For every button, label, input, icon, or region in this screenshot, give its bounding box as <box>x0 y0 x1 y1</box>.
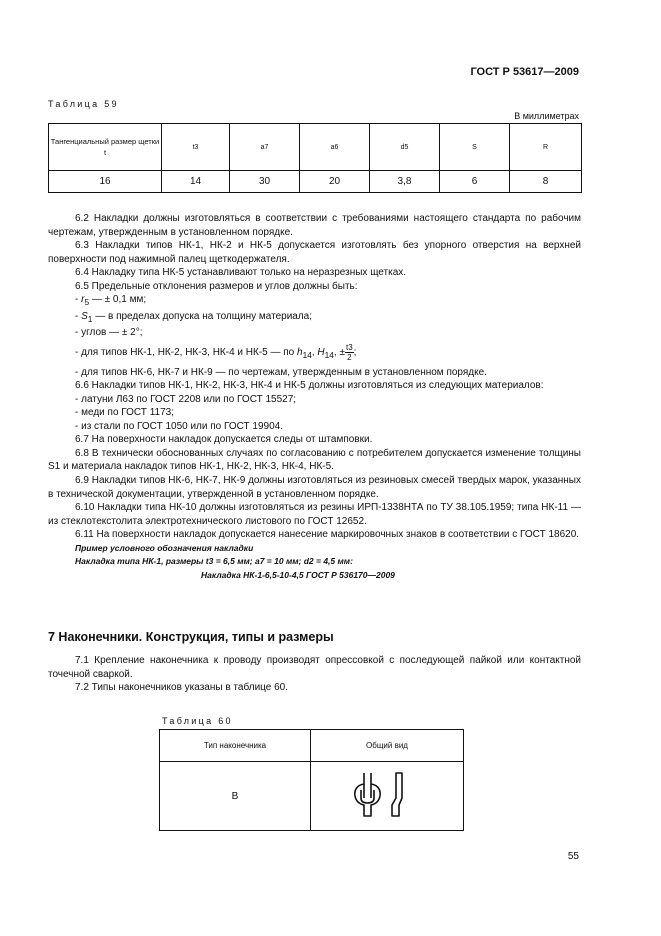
lug-drawing-icon <box>347 770 427 820</box>
example-line-1: Накладка типа НК-1, размеры t3 = 6,5 мм; a7 = 10 мм; d2 = 4,5 мм: <box>75 556 353 567</box>
table60 <box>159 729 464 831</box>
table-row <box>160 762 464 831</box>
list-text: - для типов НК-1, НК-2, НК-3, НК-4 и НК-5 — по <box>75 347 298 359</box>
table59-header-size: Тангенциальный размер щетки t <box>49 124 162 171</box>
list-item-types-rubber: - для типов НК-6, НК-7 и НК-9 — по чертежам, утвержденным в установленном порядке. <box>75 366 487 378</box>
list-text: — в пределах допуска на толщину материала; <box>92 310 313 322</box>
section7-title: 7 Наконечники. Конструкция, типы и размеры <box>48 630 334 644</box>
example-title: Пример условного обозначения накладки <box>75 542 254 553</box>
paragraph-6-4: 6.4 Накладку типа НК-5 устанавливают только на неразрезных щетках. <box>75 267 407 279</box>
example-line-2: Накладка НК-1-6,5-10-4,5 ГОСТ Р 536170—2009 <box>201 569 395 580</box>
paragraph-6-8: 6.8 В технически обоснованных случаях по согласованию с потребителем допускается изменение толщины S1 и материала накладок типов НК-1, НК-2, НК-3, НК-4, НК-5. <box>48 447 581 473</box>
var-sub: 5 <box>84 297 90 308</box>
table59-cell: 16 <box>49 171 162 193</box>
var-sub: 1 <box>87 313 93 324</box>
var-r: r <box>81 294 85 306</box>
var-H: H <box>317 347 325 359</box>
paragraph-7-2: 7.2 Типы наконечников указаны в таблице 60. <box>75 682 289 694</box>
list-text: , <box>311 347 318 359</box>
var-h: h <box>297 347 303 359</box>
list-item-material-copper: - меди по ГОСТ 1173; <box>75 407 174 419</box>
table59-cell: 6 <box>440 171 510 193</box>
section7-body <box>48 654 581 695</box>
table59-cell: 14 <box>162 171 230 193</box>
table59-cell: 20 <box>300 171 370 193</box>
paragraph-6-2: 6.2 Накладки должны изготовляться в соответствии с требованиями настоящего стандарта по рабочим чертежам, утвержденным в установленном порядке. <box>48 213 581 238</box>
table59-header-r: R <box>510 124 582 171</box>
list-item-r5 <box>48 293 581 310</box>
list-text: , ± <box>333 347 345 359</box>
table60-header-view: Общий вид <box>311 730 464 762</box>
table59-header-s: S <box>440 124 510 171</box>
list-item-tolerance-types <box>48 343 581 363</box>
paragraph-6-9: 6.9 Накладки типов НК-6, НК-7, НК-9 должны изготовляться из резиновых смесей твердых марок, указанных в технической документации, утвержденной в установленном порядке. <box>48 474 581 500</box>
table59-header-a6: a6 <box>300 124 370 171</box>
table59-cell: 8 <box>510 171 582 193</box>
table59-cell: 3,8 <box>370 171 440 193</box>
table59-header-a7: a7 <box>230 124 300 171</box>
list-item-material-steel: - из стали по ГОСТ 1050 или по ГОСТ 19904. <box>75 420 284 432</box>
list-text: ; <box>353 347 357 359</box>
list-text: — ± 0,1 мм; <box>89 294 147 306</box>
fraction-denominator: 2 <box>347 352 352 362</box>
page-number: 55 <box>567 851 579 862</box>
table59-cell: 30 <box>230 171 300 193</box>
table-row <box>49 171 582 193</box>
paragraph-6-3: 6.3 Накладки типов НК-1, НК-2 и НК-5 допускается изготовлять без упорного отверстия на верхней поверхности под нажимной палец щеткодержателя. <box>48 240 581 265</box>
table59-header-t3: t3 <box>162 124 230 171</box>
list-item-s1 <box>48 310 581 327</box>
list-dash: - <box>75 294 82 306</box>
table60-header-type: Тип наконечника <box>160 730 311 762</box>
list-dash: - <box>75 310 82 322</box>
fraction <box>345 343 354 362</box>
var-s: S <box>81 310 88 322</box>
table60-type-cell: В <box>160 762 311 831</box>
paragraph-6-11: 6.11 На поверхности накладок допускается нанесение маркировочных знаков в соответствии с ГОСТ 18620. <box>75 529 580 541</box>
paragraph-7-1: 7.1 Крепление наконечника к проводу производят опрессовкой с последующей пайкой или контактной точечной сваркой. <box>48 655 581 680</box>
var-sub: 14 <box>324 350 334 361</box>
list-item-material-brass: - латуни Л63 по ГОСТ 2208 или по ГОСТ 15527; <box>75 393 297 405</box>
document-header: ГОСТ Р 53617—2009 <box>470 66 579 78</box>
paragraph-6-7: 6.7 На поверхности накладок допускается следы от штамповки. <box>75 434 373 446</box>
table59-caption: Таблица 59 <box>48 99 119 109</box>
table60-caption: Таблица 60 <box>162 716 233 726</box>
section6-body <box>48 212 581 582</box>
table60-view-cell <box>311 762 464 831</box>
paragraph-6-10: 6.10 Накладки типа НК-10 должны изготовляться из резины ИРП-1338НТА по ТУ 38.105.1959; типа НК-11 — из стеклотекстолита электротехнического листового по ГОСТ 12652. <box>48 502 581 527</box>
fraction-numerator: t3 <box>345 342 353 352</box>
list-item-angles: - углов — ± 2°; <box>75 327 143 339</box>
paragraph-6-5: 6.5 Предельные отклонения размеров и углов должны быть: <box>75 280 358 292</box>
paragraph-6-6: 6.6 Накладки типов НК-1, НК-2, НК-3, НК-4 и НК-5 должны изготовляться из следующих материалов: <box>75 380 544 392</box>
var-sub: 14 <box>302 350 312 361</box>
table59-header-d5: d5 <box>370 124 440 171</box>
table59-units: В миллиметрах <box>514 111 579 121</box>
table59 <box>48 123 582 193</box>
